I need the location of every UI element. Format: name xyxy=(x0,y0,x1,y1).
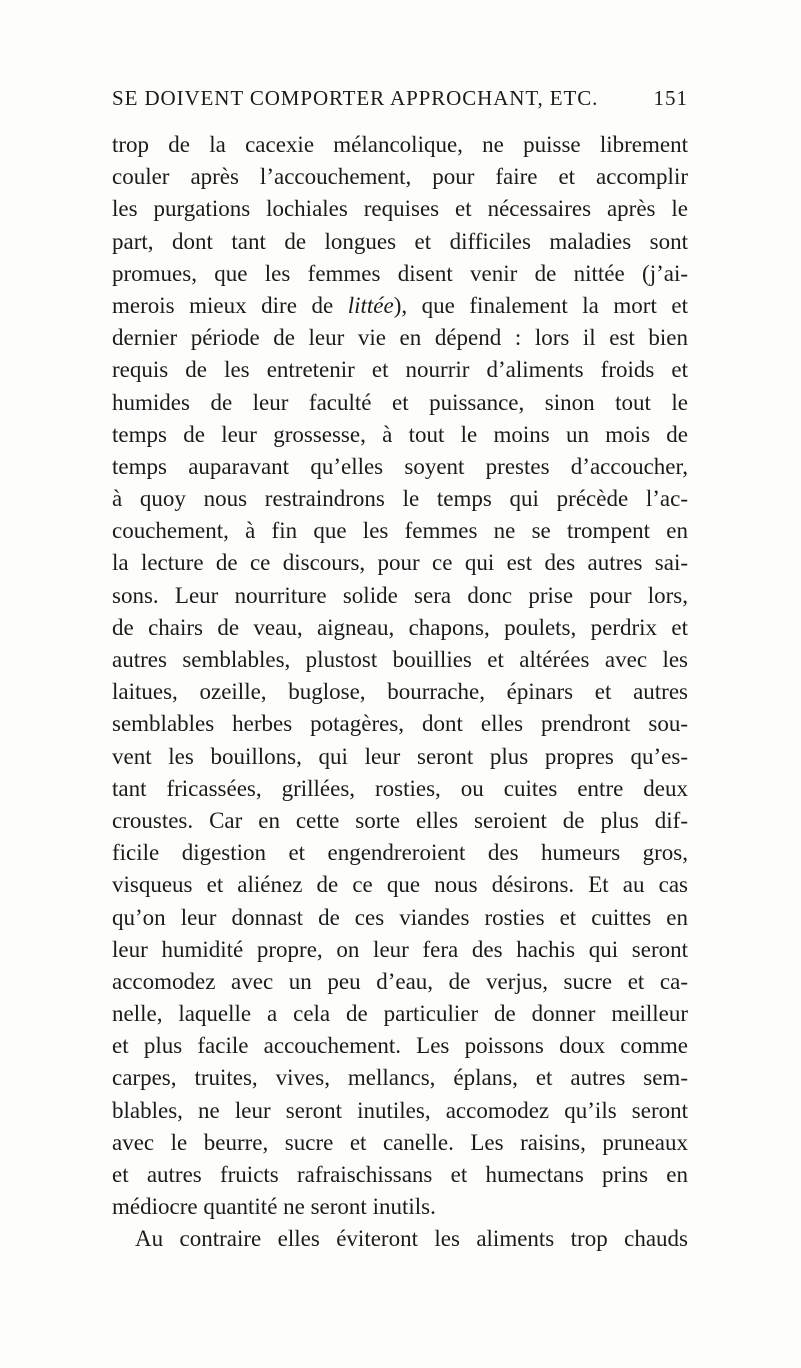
text-line: croustes. Car en cette sorte elles seroient de plus dif- xyxy=(112,807,688,833)
text-segment: ), que finalement la mort et xyxy=(393,292,688,318)
text-line-mixed xyxy=(112,290,688,322)
text-line: qu’on leur donnast de ces viandes rosties et cuittes en xyxy=(112,904,688,930)
text-line: nelle, laquelle a cela de particulier de donner meilleur xyxy=(112,1001,688,1027)
text-line: blables, ne leur seront inutiles, accomodez qu’ils seront xyxy=(112,1097,688,1123)
text-line: couler après l’accouchement, pour faire et accomplir xyxy=(112,164,688,190)
text-line: la lecture de ce discours, pour ce qui est des autres sai- xyxy=(112,550,688,576)
text-line: visqueus et aliénez de ce que nous désirons. Et au cas xyxy=(112,872,688,898)
body-text xyxy=(112,129,688,1256)
text-line: et plus facile accouchement. Les poissons doux comme xyxy=(112,1033,688,1059)
text-line-paragraph-start: Au contraire elles éviteront les aliments trop chauds xyxy=(135,1226,688,1252)
text-line: carpes, truites, vives, mellancs, éplans, et autres sem- xyxy=(112,1065,688,1091)
text-line: temps de leur grossesse, à tout le moins un mois de xyxy=(112,421,688,447)
text-line: promues, que les femmes disent venir de nittée (j’ai- xyxy=(112,260,688,286)
page-number: 151 xyxy=(653,86,688,110)
text-line: laitues, ozeille, buglose, bourrache, épinars et autres xyxy=(112,679,688,705)
text-line: ficile digestion et engendreroient des humeurs gros, xyxy=(112,840,688,866)
text-line: requis de les entretenir et nourrir d’aliments froids et xyxy=(112,357,688,383)
text-line: part, dont tant de longues et difficiles maladies sont xyxy=(112,228,688,254)
text-line: et autres fruicts rafraischissans et humectans prins en xyxy=(112,1162,688,1187)
text-line: trop de la cacexie mélancolique, ne puisse librement xyxy=(112,132,688,157)
text-line: accomodez avec un peu d’eau, de verjus, sucre et ca- xyxy=(112,968,688,994)
text-line: sons. Leur nourriture solide sera donc prise pour lors, xyxy=(112,582,688,608)
text-line: humides de leur faculté et puissance, sinon tout le xyxy=(112,389,688,415)
text-line: à quoy nous restraindrons le temps qui précède l’ac- xyxy=(112,486,688,512)
italic-word: littée xyxy=(347,292,394,318)
text-line: dernier période de leur vie en dépend : lors il est bien xyxy=(112,325,688,351)
text-line-paragraph-end: médiocre quantité ne seront inutils. xyxy=(112,1194,436,1220)
text-segment: merois mieux dire de xyxy=(112,292,334,318)
text-line: autres semblables, plustost bouillies et altérées avec les xyxy=(112,647,688,672)
text-line: vent les bouillons, qui leur seront plus propres qu’es- xyxy=(112,743,688,769)
text-line: couchement, à fin que les femmes ne se trompent en xyxy=(112,518,688,544)
text-line: temps auparavant qu’elles soyent prestes d’accoucher, xyxy=(112,453,688,479)
running-header xyxy=(112,80,688,120)
text-line: semblables herbes potagères, dont elles prendront sou- xyxy=(112,711,688,737)
running-header-title: SE DOIVENT COMPORTER APPROCHANT, ETC. xyxy=(112,86,599,110)
text-line: leur humidité propre, on leur fera des hachis qui seront xyxy=(112,936,688,962)
text-line: tant fricassées, grillées, rosties, ou cuites entre deux xyxy=(112,775,688,801)
text-line: de chairs de veau, aigneau, chapons, poulets, perdrix et xyxy=(112,614,688,640)
text-line: avec le beurre, sucre et canelle. Les raisins, pruneaux xyxy=(112,1129,688,1155)
text-line: les purgations lochiales requises et nécessaires après le xyxy=(112,196,688,222)
